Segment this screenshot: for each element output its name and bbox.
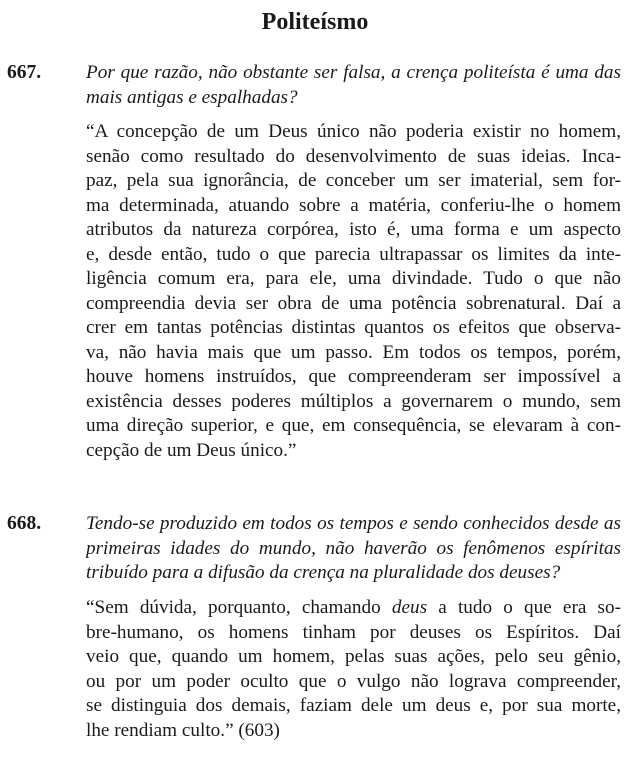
answer-667-line: senão como resultado do desenvolvimento de suas ideias. Inca- — [86, 145, 621, 167]
answer-668-line — [86, 596, 621, 621]
answer-668-text — [86, 596, 621, 743]
question-668-line: Tendo-se produzido em todos os tempos e sendo conhecidos desde as — [86, 513, 621, 534]
answer-668-line1-start: “Sem dúvida, porquanto, chamando — [86, 597, 392, 618]
answer-667-line: va, não havia mais que um passo. Em todos os tempos, porém, — [86, 341, 621, 363]
answer-667-line: paz, pela sua ignorância, de conceber um ser imaterial, sem for- — [86, 170, 621, 191]
answer-667-line: crer em tantas potências distintas quantos os efeitos que observa- — [86, 317, 621, 338]
section-title: Politeísmo — [261, 9, 369, 35]
answer-668-emphasis: deus — [391, 597, 428, 618]
question-668-text — [86, 512, 621, 586]
question-number-667: 667. — [7, 62, 42, 83]
answer-667-line: ligência comum era, para ele, uma divindade. Tudo o que não — [86, 268, 621, 289]
answer-667-line: uma direção superior, e que, em consequência, se elevaram à con- — [86, 415, 621, 436]
answer-667-line: “A concepção de um Deus único não poderia existir no homem, — [86, 121, 621, 142]
answer-667-line: ma determinada, atuando sobre a matéria, conferiu-lhe o homem — [86, 194, 621, 216]
answer-668-line: se distinguia dos demais, faziam dele um deus e, por sua morte, — [86, 695, 621, 716]
answer-667-line: atributos da natureza corpórea, isto é, uma forma e um aspecto — [86, 219, 621, 240]
question-668-line: primeiras idades do mundo, não haverão os fenômenos espíritas — [86, 537, 621, 559]
answer-668-line: lhe rendiam culto.” (603) — [86, 719, 280, 741]
question-number-668: 668. — [7, 513, 42, 534]
answer-668-line: bre-humano, os homens tinham por deuses os Espíritos. Daí — [86, 621, 621, 643]
answer-667-line: cepção de um Deus único.” — [86, 439, 297, 461]
answer-668-line: ou por um poder oculto que o vulgo não lograva compreender, — [86, 670, 621, 692]
answer-668-line: veio que, quando um homem, pelas suas ações, pelo seu gênio, — [86, 646, 621, 667]
answer-667-line: compreendia devia ser obra de uma potência sobrenatural. Daí a — [86, 292, 621, 314]
question-667-line: Por que razão, não obstante ser falsa, a crença politeísta é uma das — [86, 62, 621, 83]
answer-668-line1-end: a tudo o que era so- — [427, 597, 621, 618]
question-668-line: tribuído para a difusão da crença na pluralidade dos deuses? — [86, 562, 561, 583]
answer-667-line: houve homens instruídos, que compreenderam ser impossível a — [86, 366, 621, 387]
question-667-line: mais antigas e espalhadas? — [86, 86, 298, 108]
answer-667-line: e, desde então, tudo o que parecia ultrapassar os limites da inte- — [86, 243, 621, 265]
answer-667-line: existência desses poderes múltiplos a governarem o mundo, sem — [86, 390, 621, 412]
answer-667-text — [86, 120, 621, 463]
question-667-text — [86, 61, 621, 110]
